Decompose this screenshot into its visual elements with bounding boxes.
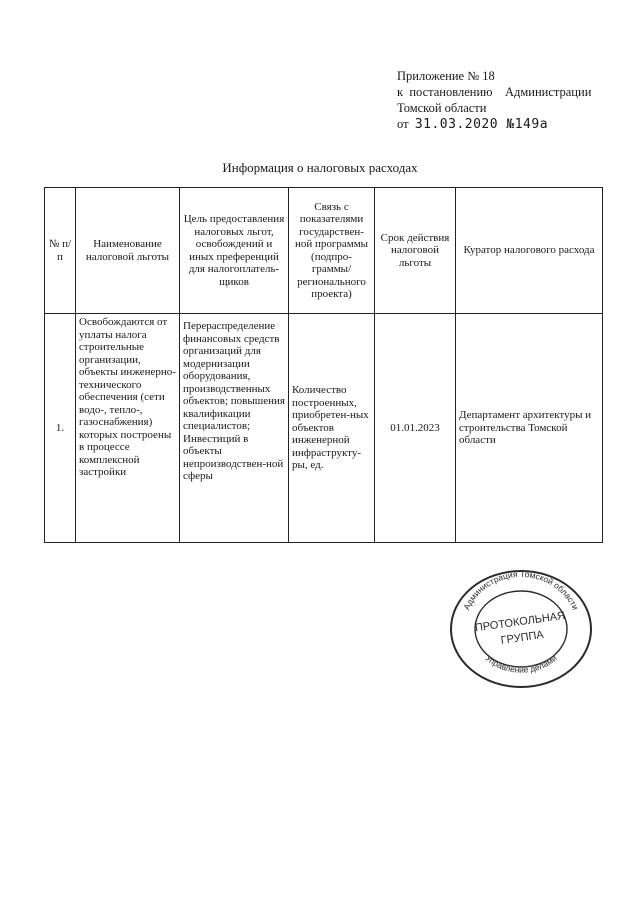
- appendix-decree-line: [397, 84, 591, 100]
- cell-indicator: Количество построенных, приобретен-ных объектов инженерной инфраструкту-ры, ед.: [289, 314, 375, 543]
- appendix-number: Приложение № 18: [397, 69, 495, 83]
- header-number: № п/п: [45, 188, 76, 314]
- table-header-row: [45, 188, 603, 314]
- appendix-from: от: [397, 117, 409, 131]
- cell-number: 1.: [45, 314, 76, 543]
- document-title: Информация о налоговых расходах: [222, 160, 418, 175]
- appendix-to: к: [397, 85, 404, 99]
- table-row: [45, 314, 603, 543]
- header-goal: Цель предоставления налоговых льгот, освобождений и иных преференций для налогоплатель-щиков: [180, 188, 289, 314]
- stamp-outer-top-text: Администрация Томской области: [461, 568, 581, 612]
- header-program-link: Связь с показателями государствен-ной программы (подпро-граммы/ регионального проекта): [289, 188, 375, 314]
- cell-goal: Перераспределение финансовых средств организаций для модернизации оборудования, производственных объектов; повышения квалификации специалистов; Инвестиций в объекты непроизводствен-ной сферы: [180, 314, 289, 543]
- header-curator: Куратор налогового расхода: [456, 188, 603, 314]
- appendix-administration: Администрации: [504, 85, 592, 99]
- stamp-center-line2: ГРУППА: [500, 628, 545, 647]
- appendix-region: Томской области: [397, 101, 487, 115]
- cell-term: 01.01.2023: [375, 314, 456, 543]
- stamp-center-line1: ПРОТОКОЛЬНАЯ: [474, 609, 566, 635]
- protocol-group-stamp: [445, 565, 595, 690]
- appendix-block: [397, 68, 591, 133]
- header-term: Срок действия налоговой льготы: [375, 188, 456, 314]
- tax-expenditure-table: [44, 187, 603, 543]
- appendix-date-line: [397, 116, 591, 133]
- appendix-decree: постановлению: [409, 85, 493, 99]
- cell-benefit-name: Освобождаются от уплаты налога строительные организации, объекты инженерно-технического обеспечения (сети водо-, тепло-, газоснабжения) которых построены в процессе комплексной застройки: [76, 314, 180, 543]
- cell-curator: Департамент архитектуры и строительства Томской области: [456, 314, 603, 543]
- stamp-outer-bottom-text: Управление делами: [483, 652, 559, 675]
- header-benefit-name: Наименование налоговой льготы: [76, 188, 180, 314]
- appendix-date: 31.03.2020 №149а: [414, 117, 549, 132]
